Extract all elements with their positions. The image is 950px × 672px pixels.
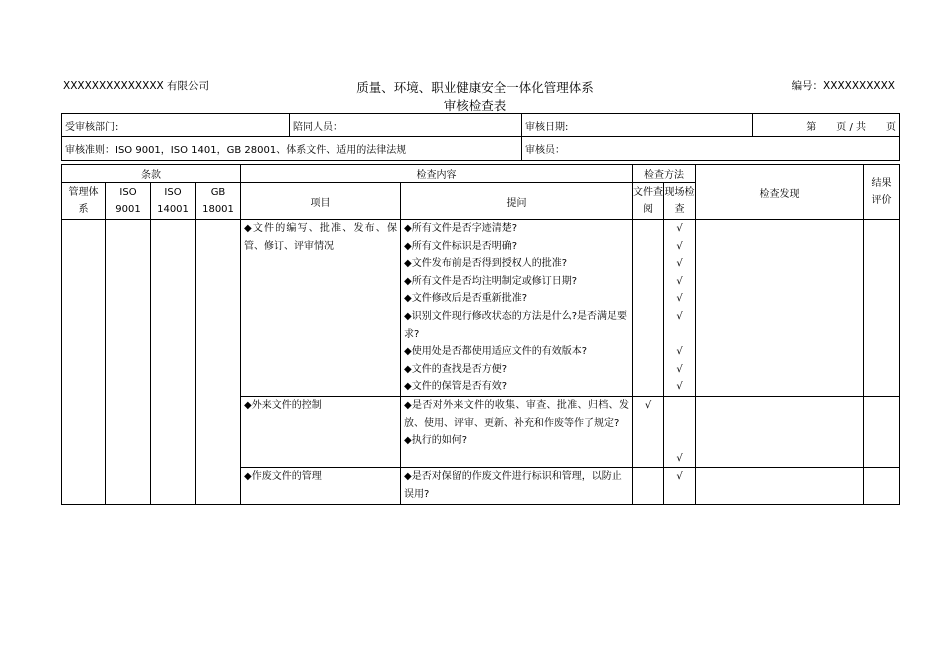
findings-header: 检查发现 bbox=[696, 165, 864, 220]
iso9001-header-line1: ISO bbox=[119, 187, 137, 198]
gb18001-header bbox=[196, 183, 241, 220]
doc-review-cell bbox=[633, 220, 664, 397]
result-header: 结果评价 bbox=[864, 165, 900, 220]
auditor-label: 审核员： bbox=[522, 137, 900, 161]
company-name: XXXXXXXXXXXXXX 有限公司 bbox=[63, 80, 210, 92]
question-line: ◆是否对外来文件的收集、审查、批准、归档、发放、使用、评审、更新、补充和作废等作了规定? bbox=[404, 399, 629, 429]
question-line: ◆文件修改后是否重新批准? bbox=[404, 293, 527, 305]
question-cell bbox=[401, 396, 633, 467]
iso14001-header-line1: ISO bbox=[164, 187, 182, 198]
question-line: ◆识别文件现行修改状态的方法是什么?是否满足要求? bbox=[404, 310, 627, 340]
question-line: ◆执行的如何? bbox=[404, 435, 467, 447]
info-table bbox=[61, 113, 900, 161]
item-cell: ◆作废文件的管理 bbox=[241, 468, 401, 504]
check-mark: √ bbox=[676, 346, 683, 358]
check-mark: √ bbox=[676, 275, 683, 287]
clause-header: 条款 bbox=[62, 165, 241, 183]
doc-number: 编号：XXXXXXXXXX bbox=[791, 80, 895, 92]
check-mark: √ bbox=[676, 363, 683, 375]
site-check-cell bbox=[664, 396, 696, 467]
escort-label: 陪同人员： bbox=[290, 114, 522, 137]
question-header: 提问 bbox=[401, 183, 633, 220]
iso9001-cell bbox=[106, 220, 151, 505]
gb18001-cell bbox=[196, 220, 241, 505]
result-cell bbox=[864, 220, 900, 397]
gb18001-header-line2: 18001 bbox=[202, 204, 234, 215]
site-check-cell bbox=[664, 468, 696, 504]
question-line: ◆文件发布前是否得到授权人的批准? bbox=[404, 258, 567, 270]
question-line: ◆所有文件是否字迹清楚? bbox=[404, 223, 517, 234]
findings-cell bbox=[696, 396, 864, 467]
gb18001-header-line1: GB bbox=[210, 187, 226, 198]
doc-review-header: 文件查阅 bbox=[633, 183, 664, 220]
check-mark bbox=[667, 326, 692, 344]
iso14001-cell bbox=[151, 220, 196, 505]
iso9001-header-line2: 9001 bbox=[115, 204, 141, 215]
question-cell bbox=[401, 468, 633, 504]
mgmt-system-header: 管理体系 bbox=[62, 183, 106, 220]
content-header: 检查内容 bbox=[241, 165, 633, 183]
iso14001-header bbox=[151, 183, 196, 220]
audit-date-label: 审核日期: bbox=[522, 114, 753, 137]
item-cell: ◆外来文件的控制 bbox=[241, 396, 401, 467]
question-line: ◆所有文件是否均注明制定或修订日期? bbox=[404, 275, 577, 287]
findings-cell bbox=[696, 220, 864, 397]
result-cell bbox=[864, 396, 900, 467]
audit-criteria: 审核准则：ISO 9001，ISO 1401，GB 28001、体系文件、适用的法律法规 bbox=[62, 137, 522, 161]
check-mark: √ bbox=[676, 258, 683, 270]
question-line: ◆使用处是否都使用适应文件的有效版本? bbox=[404, 346, 587, 358]
result-cell bbox=[864, 468, 900, 504]
doc-review-cell bbox=[633, 396, 664, 467]
findings-cell bbox=[696, 468, 864, 504]
iso9001-header bbox=[106, 183, 151, 220]
check-mark: √ bbox=[676, 452, 683, 464]
check-mark: √ bbox=[676, 381, 683, 393]
question-line: ◆所有文件标识是否明确? bbox=[404, 240, 517, 252]
site-check-header: 现场检查 bbox=[664, 183, 696, 220]
question-cell bbox=[401, 220, 633, 397]
mgmt-system-cell bbox=[62, 220, 106, 505]
doc-title: 质量、环境、职业健康安全一体化管理体系 bbox=[356, 80, 594, 95]
site-check-cell bbox=[664, 220, 696, 397]
item-cell: ◆文件的编写、批准、发布、保管、修订、评审情况 bbox=[241, 220, 401, 397]
check-mark: √ bbox=[676, 223, 683, 234]
question-line: ◆文件的查找是否方便? bbox=[404, 363, 507, 375]
check-mark: √ bbox=[676, 293, 683, 305]
audited-dept-label: 受审核部门: bbox=[62, 114, 290, 137]
question-line: ◆文件的保管是否有效? bbox=[404, 381, 507, 393]
check-mark: √ bbox=[676, 471, 683, 483]
iso14001-header-line2: 14001 bbox=[157, 204, 189, 215]
question-line: ◆是否对保留的作废文件进行标识和管理，以防止误用? bbox=[404, 471, 622, 500]
method-header: 检查方法 bbox=[633, 165, 696, 183]
doc-subtitle: 审核检查表 bbox=[443, 98, 507, 113]
check-mark: √ bbox=[676, 240, 683, 252]
doc-review-cell bbox=[633, 468, 664, 504]
item-header: 项目 bbox=[241, 183, 401, 220]
page-count: 第 页 / 共 页 bbox=[753, 114, 900, 137]
check-mark: √ bbox=[676, 310, 683, 322]
check-mark: √ bbox=[644, 399, 652, 411]
checklist-table bbox=[61, 164, 900, 505]
